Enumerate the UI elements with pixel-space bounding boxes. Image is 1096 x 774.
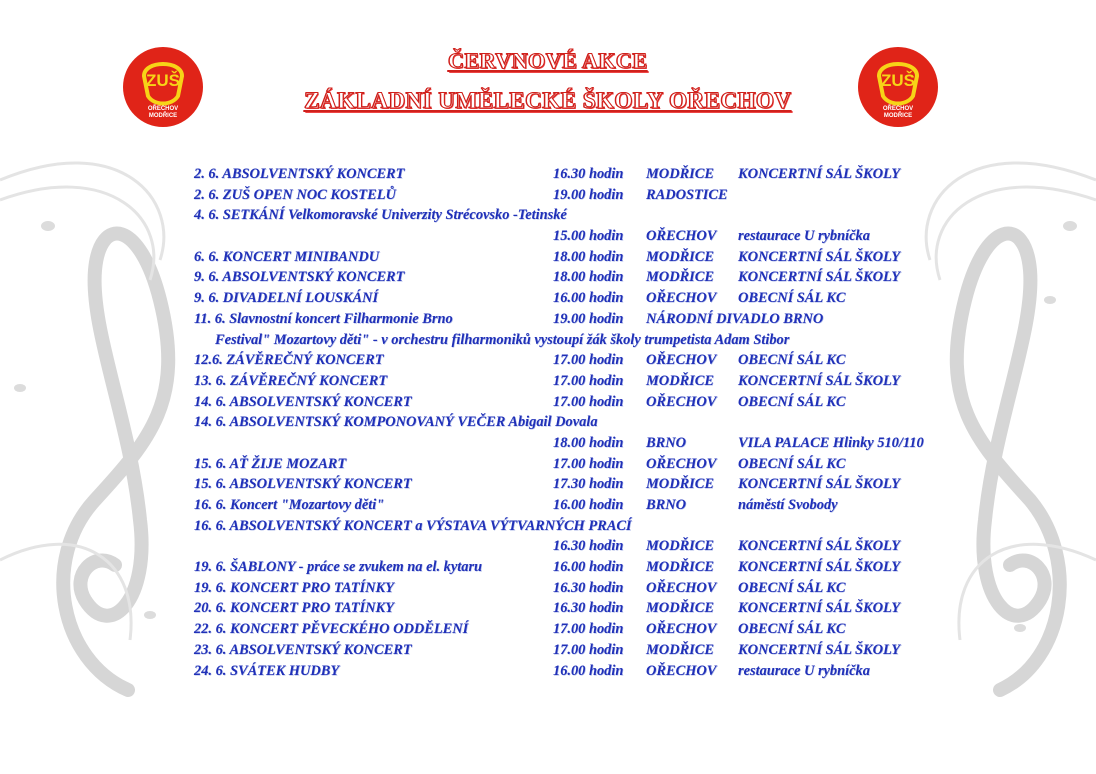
events-list (0, 164, 1096, 681)
event-title: 11. 6. Slavnostní koncert Filharmonie Brno (194, 310, 453, 327)
event-title: 20. 6. KONCERT PRO TATÍNKY (194, 600, 394, 617)
event-place: MODŘICE (646, 476, 714, 493)
event-row (0, 433, 1096, 454)
event-time: 16.00 hodin (553, 497, 624, 513)
event-venue: VILA PALACE Hlinky 510/110 (738, 434, 924, 451)
event-title: 16. 6. Koncert "Mozartovy děti" (194, 497, 385, 513)
logo-town2: MODŘICE (883, 113, 913, 119)
event-place: BRNO (646, 434, 686, 451)
event-row (0, 661, 1096, 682)
event-row (0, 205, 1096, 226)
event-row (0, 598, 1096, 619)
event-time: 16.00 hodin (553, 559, 624, 576)
event-venue: KONCERTNÍ SÁL ŠKOLY (738, 600, 901, 617)
event-place: OŘECHOV (646, 455, 717, 472)
event-venue: KONCERTNÍ SÁL ŠKOLY (738, 641, 901, 658)
page-title (0, 48, 1096, 74)
event-title: 15. 6. ABSOLVENTSKÝ KONCERT (194, 476, 412, 493)
event-place: OŘECHOV (646, 352, 717, 369)
event-row (0, 392, 1096, 413)
event-title: 4. 6. SETKÁNÍ Velkomoravské Univerzity Strécovsko -Tetinské (194, 207, 567, 224)
event-row (0, 557, 1096, 578)
event-time: 16.30 hodin (553, 600, 624, 617)
event-venue: náměstí Svobody (738, 497, 838, 513)
event-title: 9. 6. DIVADELNÍ LOUSKÁNÍ (194, 290, 379, 307)
logo-town1: OŘECHOV (147, 106, 179, 112)
event-venue: KONCERTNÍ SÁL ŠKOLY (738, 248, 901, 265)
event-row (0, 371, 1096, 392)
event-row (0, 164, 1096, 185)
title-line-1: ČERVNOVÉ AKCE (448, 48, 648, 73)
event-place: OŘECHOV (646, 290, 717, 307)
event-row (0, 185, 1096, 206)
event-row (0, 495, 1096, 516)
event-title: 22. 6. KONCERT PĚVECKÉHO ODDĚLENÍ (194, 621, 469, 638)
event-title: 9. 6. ABSOLVENTSKÝ KONCERT (194, 269, 405, 286)
event-place: MODŘICE (646, 269, 714, 286)
event-venue: KONCERTNÍ SÁL ŠKOLY (738, 538, 901, 555)
event-row (0, 267, 1096, 288)
event-time: 18.00 hodin (553, 248, 624, 265)
event-venue: OBECNÍ SÁL KC (738, 290, 846, 307)
event-time: 17.00 hodin (553, 393, 624, 410)
event-time: 17.00 hodin (553, 372, 624, 389)
logo-abbr: ZUŠ (881, 71, 915, 90)
event-place: MODŘICE (646, 559, 714, 576)
event-time: 17.00 hodin (553, 621, 624, 638)
event-row (0, 309, 1096, 330)
event-row (0, 454, 1096, 475)
event-title: 13. 6. ZÁVĚREČNÝ KONCERT (194, 372, 388, 389)
event-place: OŘECHOV (646, 228, 717, 245)
event-venue: KONCERTNÍ SÁL ŠKOLY (738, 476, 901, 493)
event-venue: KONCERTNÍ SÁL ŠKOLY (738, 372, 901, 389)
event-place: MODŘICE (646, 248, 714, 265)
event-time: 18.00 hodin (553, 434, 624, 451)
event-title: 2. 6. ABSOLVENTSKÝ KONCERT (194, 166, 405, 182)
event-venue: restaurace U rybníčka (738, 662, 870, 679)
event-place: MODŘICE (646, 166, 714, 182)
event-time: 16.00 hodin (553, 662, 624, 679)
event-title: 19. 6. ŠABLONY - práce se zvukem na el. kytaru (194, 559, 483, 576)
event-place: RADOSTICE (646, 186, 728, 203)
event-row (0, 578, 1096, 599)
event-row (0, 412, 1096, 433)
event-title: 23. 6. ABSOLVENTSKÝ KONCERT (194, 641, 412, 658)
event-row (0, 536, 1096, 557)
event-venue: OBECNÍ SÁL KC (738, 621, 846, 638)
event-time: 17.00 hodin (553, 455, 624, 472)
event-time: 15.00 hodin (553, 228, 624, 245)
event-title: 12.6. ZÁVĚREČNÝ KONCERT (194, 352, 384, 369)
event-title: 16. 6. ABSOLVENTSKÝ KONCERT a VÝSTAVA VÝTVARNÝCH PRACÍ (194, 517, 632, 534)
event-venue: OBECNÍ SÁL KC (738, 579, 846, 596)
event-time: 17.30 hodin (553, 476, 624, 493)
event-time: 19.00 hodin (553, 310, 624, 327)
event-place: OŘECHOV (646, 393, 717, 410)
event-row (0, 619, 1096, 640)
event-venue: KONCERTNÍ SÁL ŠKOLY (738, 166, 901, 182)
event-title: 14. 6. ABSOLVENTSKÝ KONCERT (194, 393, 412, 410)
event-title: 14. 6. ABSOLVENTSKÝ KOMPONOVANÝ VEČER Abigail Dovala (194, 414, 598, 431)
event-time: 17.00 hodin (553, 352, 624, 369)
event-time: 18.00 hodin (553, 269, 624, 286)
event-time: 17.00 hodin (553, 641, 624, 658)
event-row (0, 516, 1096, 537)
event-row (0, 640, 1096, 661)
event-title: 19. 6. KONCERT PRO TATÍNKY (194, 579, 394, 596)
event-time: 16.30 hodin (553, 579, 624, 596)
event-venue: KONCERTNÍ SÁL ŠKOLY (738, 269, 901, 286)
event-venue: KONCERTNÍ SÁL ŠKOLY (738, 559, 901, 576)
event-time: 16.30 hodin (553, 538, 624, 555)
event-time: 16.00 hodin (553, 290, 624, 307)
logo-town2: MODŘICE (148, 113, 178, 119)
event-place: NÁRODNÍ DIVADLO BRNO (646, 310, 824, 327)
event-venue: OBECNÍ SÁL KC (738, 352, 846, 369)
event-place: OŘECHOV (646, 662, 717, 679)
event-place: BRNO (646, 497, 686, 513)
event-time: 16.30 hodin (553, 166, 624, 182)
event-row (0, 247, 1096, 268)
event-title: 24. 6. SVÁTEK HUDBY (194, 662, 340, 679)
title-line-2: ZÁKLADNÍ UMĚLECKÉ ŠKOLY OŘECHOV (304, 88, 792, 113)
event-venue: OBECNÍ SÁL KC (738, 455, 846, 472)
event-row (0, 226, 1096, 247)
event-row (0, 474, 1096, 495)
event-place: MODŘICE (646, 600, 714, 617)
logo-town1: OŘECHOV (882, 106, 914, 112)
event-note: Festival" Mozartovy děti" - v orchestru filharmoniků vystoupí žák školy trumpetista Adam Stibor (215, 331, 790, 348)
event-title: 6. 6. KONCERT MINIBANDU (194, 248, 380, 265)
event-row (0, 288, 1096, 309)
event-place: MODŘICE (646, 641, 714, 658)
event-title: 2. 6. ZUŠ OPEN NOC KOSTELŮ (194, 186, 396, 203)
logo-abbr: ZUŠ (146, 71, 180, 90)
event-title: 15. 6. AŤ ŽIJE MOZART (194, 455, 347, 472)
event-place: OŘECHOV (646, 621, 717, 638)
event-row (0, 350, 1096, 371)
event-venue: restaurace U rybníčka (738, 228, 870, 245)
event-place: OŘECHOV (646, 579, 717, 596)
event-venue: OBECNÍ SÁL KC (738, 393, 846, 410)
event-row (0, 330, 1096, 351)
page-subtitle (0, 88, 1096, 114)
event-place: MODŘICE (646, 372, 714, 389)
event-time: 19.00 hodin (553, 186, 624, 203)
event-place: MODŘICE (646, 538, 714, 555)
